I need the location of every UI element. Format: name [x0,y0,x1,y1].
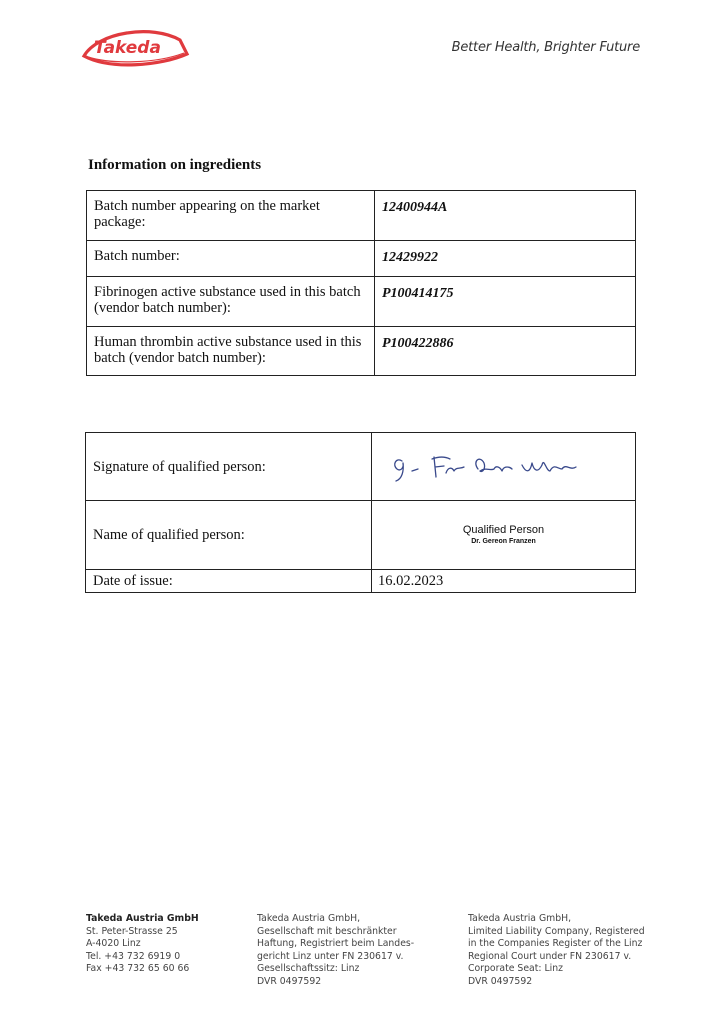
footer-line: DVR 0497592 [468,975,533,987]
footer-line: Gesellschaft mit beschränkter [257,925,397,937]
footer-line: Takeda Austria GmbH, [257,913,361,924]
footer-line: Takeda Austria GmbH, [468,913,572,924]
section-title: Information on ingredients [88,157,262,173]
footer-legal-en [468,913,645,989]
footer-line: in the Companies Register of the Linz [468,938,643,950]
name-cell [372,501,636,570]
row-label: Batch number: [87,241,375,277]
name-label: Name of qualified person: [86,501,372,570]
footer-address [86,913,199,976]
footer-line: Haftung, Registriert beim Landes- [257,938,415,950]
qualified-person-name: Dr. Gereon Franzen [471,538,536,545]
footer-line: Corporate Seat: Linz [468,963,564,975]
footer-company: Takeda Austria GmbH [86,913,199,924]
takeda-logo [80,26,190,70]
tagline: Better Health, Brighter Future [451,40,640,55]
handwritten-signature [388,447,608,487]
table-row [87,241,636,277]
date-label: Date of issue: [86,570,372,593]
footer-line: Gesellschaftssitz: Linz [257,963,360,975]
logo-text: Takeda [94,38,161,58]
signature-label: Signature of qualified person: [86,433,372,501]
ingredients-table [86,190,636,376]
qualified-person-table [85,432,636,593]
row-label: Fibrinogen active substance used in this batch (vendor batch number): [87,277,375,327]
qualified-person-title: Qualified Person [462,524,545,536]
footer-line: DVR 0497592 [257,975,322,987]
table-row [87,277,636,327]
table-row [86,433,636,501]
table-row [86,501,636,570]
footer-line: Regional Court under FN 230617 v. [468,950,632,962]
row-label: Batch number appearing on the market package: [87,191,375,241]
footer-line: Tel. +43 732 6919 0 [86,950,181,962]
row-value: P100422886 [375,327,636,376]
row-label: Human thrombin active substance used in this batch (vendor batch number): [87,327,375,376]
row-value: 12429922 [375,241,636,277]
footer-line: A-4020 Linz [86,938,141,950]
date-value: 16.02.2023 [372,570,636,593]
footer-legal-de [257,913,414,989]
footer-line: gericht Linz unter FN 230617 v. [257,950,404,962]
table-row [86,570,636,593]
table-row [87,327,636,376]
table-row [87,191,636,241]
signature-cell [372,433,636,501]
row-value: P100414175 [375,277,636,327]
footer-line: Limited Liability Company, Registered [468,925,645,937]
footer-line: St. Peter-Strasse 25 [86,925,178,937]
footer-line: Fax +43 732 65 60 66 [86,963,190,975]
row-value: 12400944A [375,191,636,241]
